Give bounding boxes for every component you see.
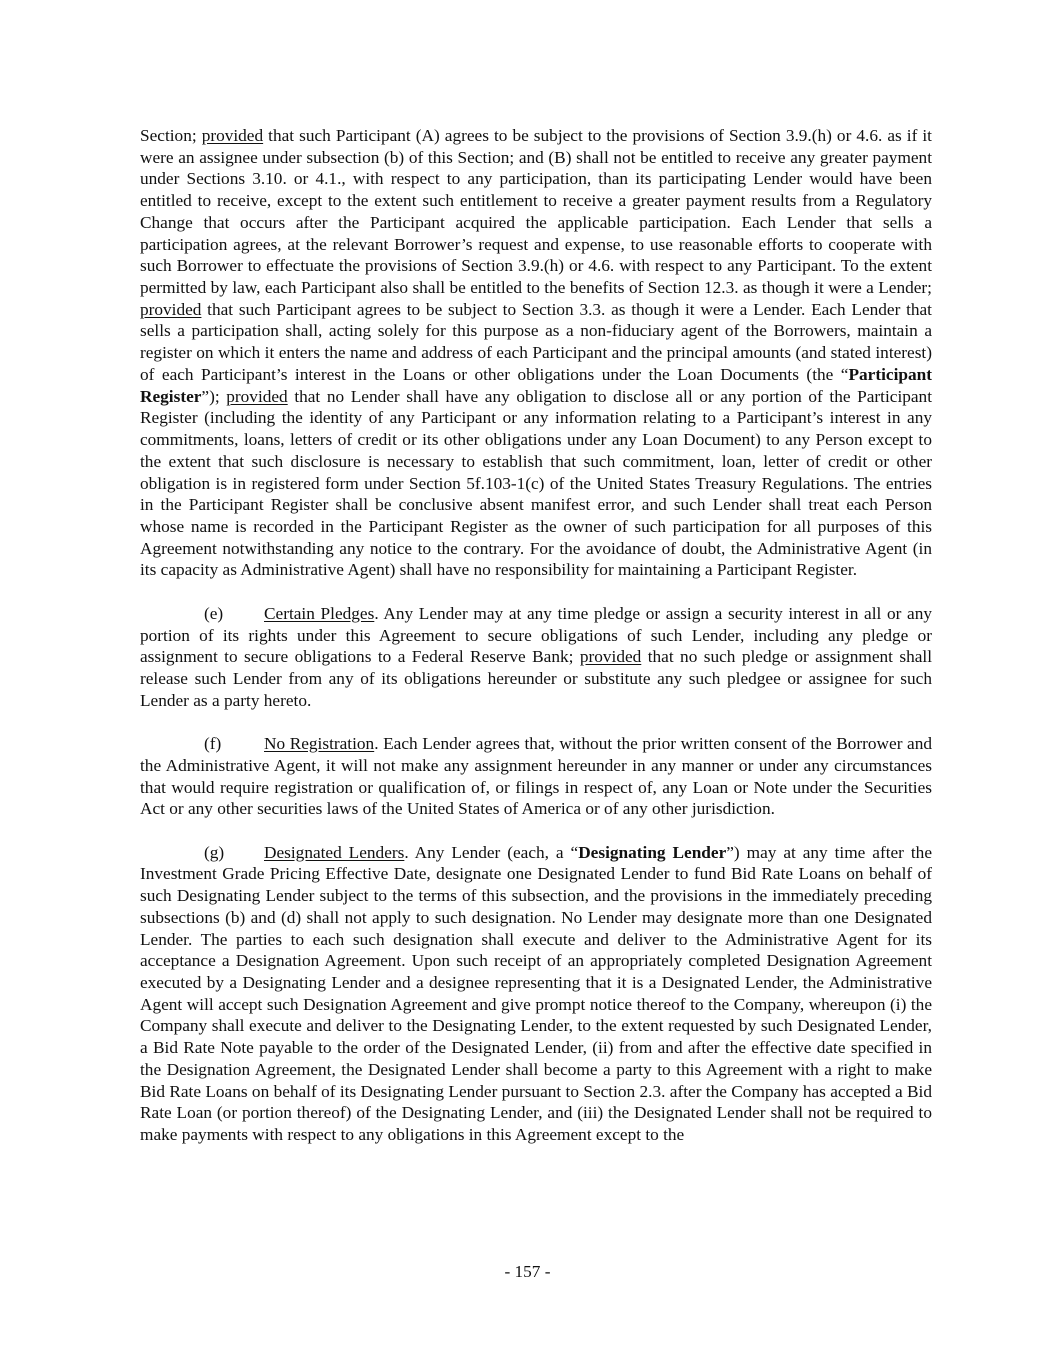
paragraph-label: (e): [204, 603, 224, 623]
text-run: . Any Lender (each, a “: [404, 842, 579, 862]
underlined-term: Designated Lenders: [264, 842, 405, 862]
paragraph-no-registration: [140, 733, 932, 820]
paragraph-designated-lenders: [140, 842, 932, 1146]
underlined-term: provided: [579, 647, 642, 667]
paragraph-label: (f): [204, 734, 222, 754]
paragraph-participant-register: [140, 125, 932, 581]
page-number: - 157 -: [504, 1262, 551, 1281]
text-run: . Each Lender agrees that, without the prior written consent of the Borrower and the Administrative Agent, it will not make any assignment hereunder in any manner or under any circumstances that would require registration or qualification of, or filings in respect of, any Loan or Note under the Securities Act or any other securities laws of the United States of America or of any other jurisdiction.: [140, 734, 933, 819]
text-run: . Any Lender may at any time pledge or assign a security interest in all or any portion of its rights under this Agreement to secure obligations of such Lender, including any pledge or assignment to secure obligations to a Federal Reserve Bank;: [140, 603, 932, 667]
paragraph-label: (g): [204, 842, 225, 862]
text-run: ”);: [201, 386, 227, 406]
underlined-term: provided: [201, 126, 264, 145]
defined-term: Designating Lender: [578, 842, 727, 862]
text-run: ”) may at any time after the Investment Grade Pricing Effective Date, designate one Designated Lender to fund Bid Rate Loans on behalf of such Designating Lender subject to the terms of this subsection, and the provisions in the immediately preceding subsections (b) and (d) shall not apply to such designation. No Lender may designate more than one Designated Lender. The parties to each such designation shall execute and deliver to the Administrative Agent for its acceptance a Designation Agreement. Upon such receipt of an appropriately completed Designation Agreement executed by a Designating Lender and a designee representing that it is a Designated Lender, the Administrative Agent will accept such Designation Agreement and give prompt notice thereof to the Company, whereupon (i) the Company shall execute and deliver to the Designating Lender, to the extent requested by such Designated Lender, a Bid Rate Note payable to the order of the Designated Lender, (ii) from and after the effective date specified in the Designation Agreement, the Designated Lender shall become a party to this Agreement with a right to make Bid Rate Loans on behalf of its Designating Lender pursuant to Section 2.3. after the Company has accepted a Bid Rate Loan (or portion thereof) of the Designating Lender, and (iii) the Designated Lender shall not be required to make payments with respect to any obligations in this Agreement except to the: [140, 842, 932, 1144]
underlined-term: provided: [226, 386, 288, 406]
defined-term: Participant Register: [140, 364, 932, 406]
text-run: Section;: [140, 126, 202, 145]
text-run: that no such pledge or assignment shall release such Lender from any of its obligations hereunder or substitute any such pledgee or assignee for such Lender as a party hereto.: [140, 647, 932, 710]
text-run: that such Participant (A) agrees to be subject to the provisions of Section 3.9.(h) or 4.6. as if it were an assignee under subsection (b) of this Section; and (B) shall not be entitled to receive any greater payment under Sections 3.10. or 4.1., with respect to any participation, than its participating Lender would have been entitled to receive, except to the extent such entitlement to receive a greater payment results from a Regulatory Change that occurs after the Participant acquired the applicable participation. Each Lender that sells a participation agrees, at the relevant Borrower’s request and expense, to use reasonable efforts to cooperate with such Borrower to effectuate the provisions of Section 3.9.(h) or 4.6. with respect to any Participant. To the extent permitted by law, each Participant also shall be entitled to the benefits of Section 12.3. as though it were a Lender;: [140, 126, 932, 298]
text-run: that no Lender shall have any obligation to disclose all or any portion of the Participant Register (including the identity of any Participant or any information relating to a Participant’s interest in any commitments, loans, letters of credit or its other obligations under any Loan Document) to any Person except to the extent that such disclosure is necessary to establish that such commitment, loan, letter of credit or other obligation is in registered form under Section 5f.103-1(c) of the United States Treasury Regulations. The entries in the Participant Register shall be conclusive absent manifest error, and such Lender shall treat each Person whose name is recorded in the Participant Register as the owner of such participation for all purposes of this Agreement notwithstanding any notice to the contrary. For the avoidance of doubt, the Administrative Agent (in its capacity as Administrative Agent) shall have no responsibility for maintaining a Participant Register.: [140, 386, 932, 580]
underlined-term: No Registration: [264, 734, 375, 754]
underlined-term: provided: [140, 299, 202, 319]
paragraph-certain-pledges: [140, 603, 932, 712]
underlined-term: Certain Pledges: [264, 603, 375, 623]
document-body: [140, 125, 932, 1146]
text-run: that such Participant agrees to be subject to Section 3.3. as though it were a Lender. Each Lender that sells a participation shall, acting solely for this purpose as a non-fiduciary agent of the Borrowers, maintain a register on which it enters the name and address of each Participant and the principal amounts (and stated interest) of each Participant’s interest in the Loans or other obligations under the Loan Documents (the “: [140, 299, 932, 384]
